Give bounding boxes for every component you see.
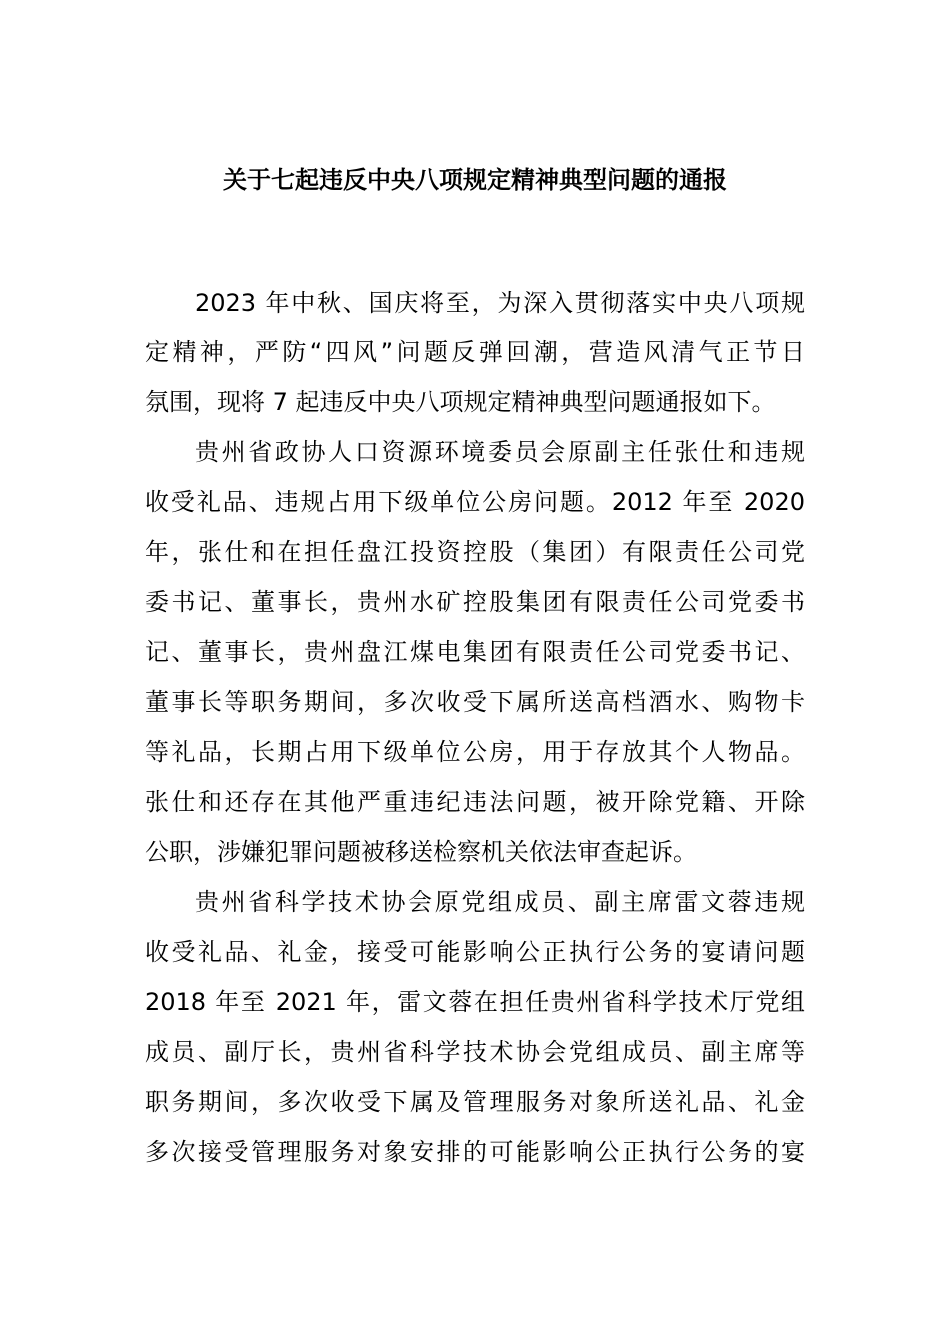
paragraph-3-line-4: 成员、副厅长，贵州省科学技术协会党组成员、副主席等 xyxy=(145,1038,805,1066)
paragraph-2-line-7: 等礼品，长期占用下级单位公房，用于存放其个人物品。 xyxy=(145,738,805,766)
paragraph-3-line-6: 多次接受管理服务对象安排的可能影响公正执行公务的宴 xyxy=(145,1138,805,1166)
paragraph-1-line-2: 定精神，严防“四风”问题反弹回潮，营造风清气正节日 xyxy=(145,338,805,366)
paragraph-3-line-2: 收受礼品、礼金，接受可能影响公正执行公务的宴请问题 xyxy=(145,938,805,966)
paragraph-2-line-6: 董事长等职务期间，多次收受下属所送高档酒水、购物卡 xyxy=(145,688,805,716)
paragraph-2-line-5: 记、董事长，贵州盘江煤电集团有限责任公司党委书记、 xyxy=(145,638,805,666)
paragraph-2-line-2: 收受礼品、违规占用下级单位公房问题。2012 年至 2020 xyxy=(145,488,805,516)
paragraph-1-line-3: 氛围，现将 7 起违反中央八项规定精神典型问题通报如下。 xyxy=(145,388,776,416)
paragraph-2-line-9: 公职，涉嫌犯罪问题被移送检察机关依法审查起诉。 xyxy=(145,838,697,866)
paragraph-2-line-4: 委书记、董事长，贵州水矿控股集团有限责任公司党委书 xyxy=(145,588,805,616)
paragraph-3-line-1: 贵州省科学技术协会原党组成员、副主席雷文蓉违规 xyxy=(195,888,805,916)
paragraph-3-line-5: 职务期间，多次收受下属及管理服务对象所送礼品、礼金 xyxy=(145,1088,805,1116)
paragraph-2-line-8: 张仕和还存在其他严重违纪违法问题，被开除党籍、开除 xyxy=(145,788,805,816)
paragraph-1-line-1: 2023 年中秋、国庆将至，为深入贯彻落实中央八项规 xyxy=(195,289,805,317)
document-title: 关于七起违反中央八项规定精神典型问题的通报 xyxy=(223,166,727,194)
paragraph-2-line-1: 贵州省政协人口资源环境委员会原副主任张仕和违规 xyxy=(195,438,805,466)
paragraph-2-line-3: 年，张仕和在担任盘江投资控股（集团）有限责任公司党 xyxy=(145,538,805,566)
paragraph-3-line-3: 2018 年至 2021 年，雷文蓉在担任贵州省科学技术厅党组 xyxy=(145,988,805,1016)
